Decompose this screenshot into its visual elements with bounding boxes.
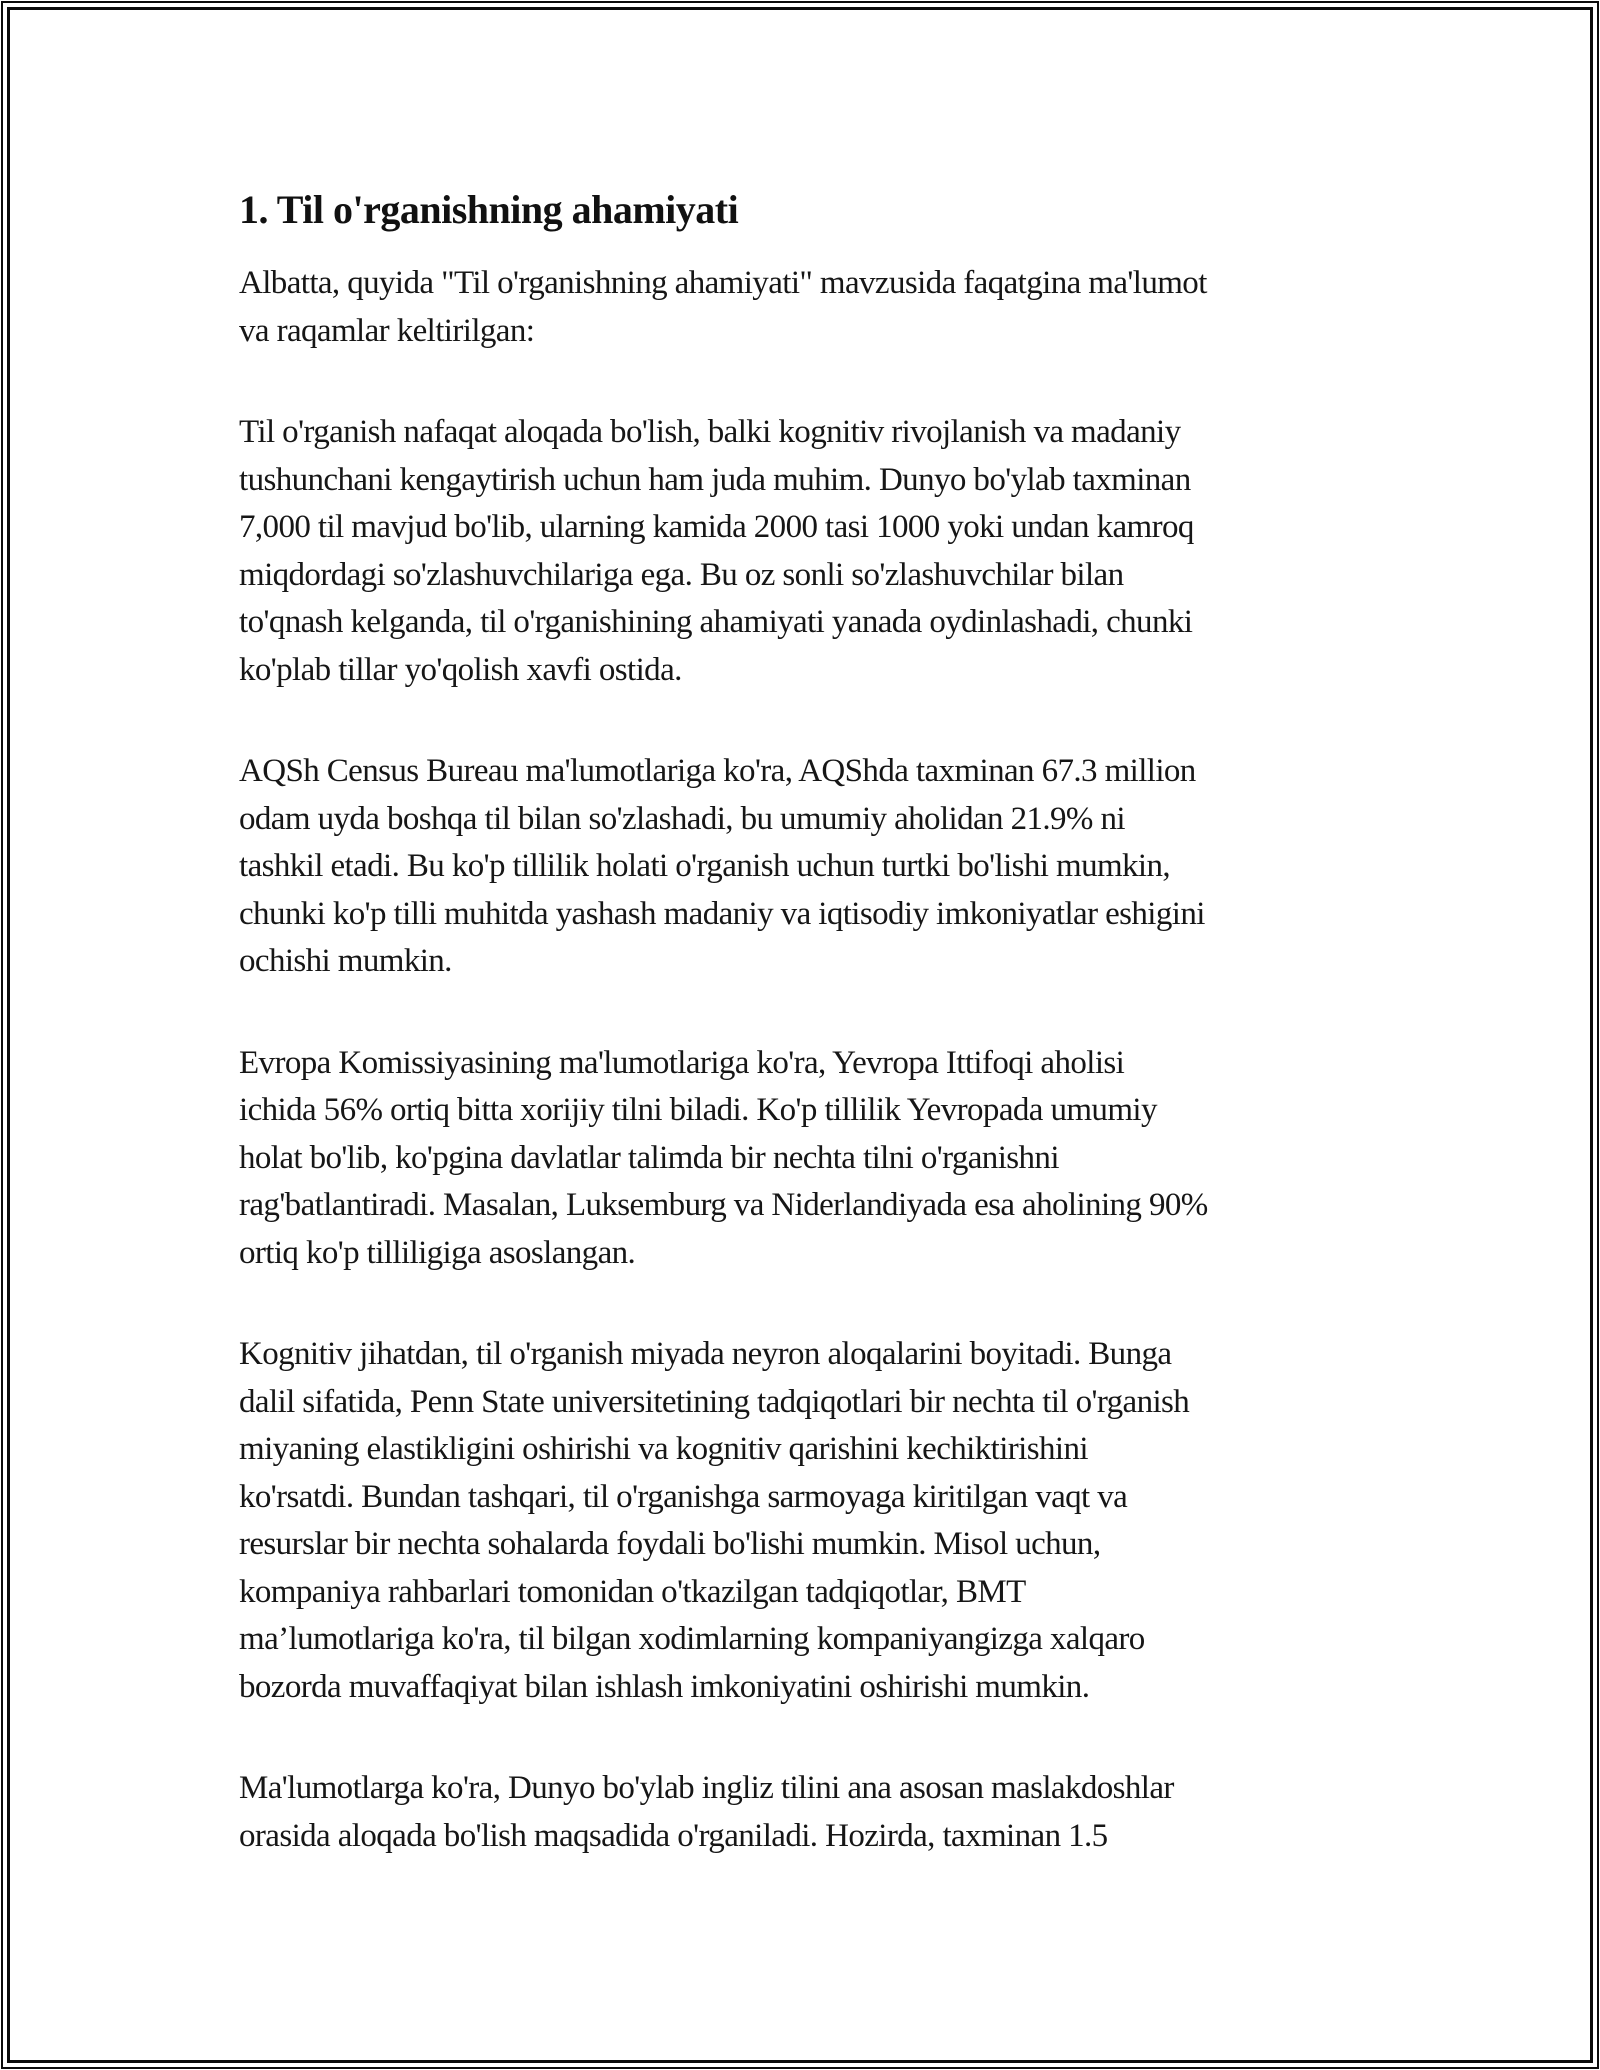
paragraph — [239, 1765, 1449, 1860]
text-line: resurslar bir nechta sohalarda foydali bo'lishi mumkin. Misol uchun, — [239, 1526, 1101, 1562]
paragraph — [239, 409, 1449, 694]
text-line: miyaning elastikligini oshirishi va kognitiv qarishini kechiktirishini — [239, 1431, 1088, 1467]
text-line: ma’lumotlariga ko'ra, til bilgan xodimlarning kompaniyangizga xalqaro — [239, 1621, 1145, 1657]
text-line: to'qnash kelganda, til o'rganishining ahamiyati yanada oydinlashadi, chunki — [239, 604, 1193, 640]
text-line: holat bo'lib, ko'pgina davlatlar talimda bir nechta tilni o'rganishni — [239, 1139, 1059, 1176]
text-line: ortiq ko'p tilliligiga asoslangan. — [239, 1234, 636, 1271]
text-line: rag'batlantiradi. Masalan, Luksemburg va Niderlandiyada esa aholining 90% — [239, 1187, 1208, 1223]
text-line: ko'plab tillar yo'qolish xavfi ostida. — [239, 651, 682, 688]
text-line: va raqamlar keltirilgan: — [239, 312, 535, 349]
text-line: Til o'rganish nafaqat aloqada bo'lish, balki kognitiv rivojlanish va madaniy — [239, 414, 1181, 450]
document-title: 1. Til o'rganishning ahamiyati — [239, 187, 739, 232]
text-line: miqdordagi so'zlashuvchilariga ega. Bu oz sonli so'zlashuvchilar bilan — [239, 556, 1124, 593]
text-line: ichida 56% ortiq bitta xorijiy tilni biladi. Ko'p tillilik Yevropada umumiy — [239, 1092, 1157, 1128]
text-line: tushunchani kengaytirish uchun ham juda muhim. Dunyo bo'ylab taxminan — [239, 461, 1191, 498]
text-line: Evropa Komissiyasining ma'lumotlariga ko'ra, Yevropa Ittifoqi aholisi — [239, 1044, 1125, 1081]
text-line: odam uyda boshqa til bilan so'zlashadi, bu umumiy aholidan 21.9% ni — [239, 800, 1125, 837]
text-line: AQSh Census Bureau ma'lumotlariga ko'ra, AQShda taxminan 67.3 million — [239, 753, 1196, 789]
paragraph — [239, 1040, 1449, 1278]
text-line: chunki ko'p tilli muhitda yashash madaniy va iqtisodiy imkoniyatlar eshigini — [239, 895, 1205, 932]
text-line: dalil sifatida, Penn State universitetining tadqiqotlari bir nechta til o'rganish — [239, 1383, 1190, 1420]
text-line: Ma'lumotlarga ko'ra, Dunyo bo'ylab ingliz tilini ana asosan maslakdoshlar — [239, 1770, 1174, 1806]
paragraph — [239, 748, 1449, 986]
paragraph — [239, 260, 1449, 355]
text-line: Kognitiv jihatdan, til o'rganish miyada neyron aloqalarini boyitadi. Bunga — [239, 1336, 1172, 1372]
text-line: kompaniya rahbarlari tomonidan o'tkazilgan tadqiqotlar, BMT — [239, 1573, 1026, 1610]
text-line: ko'rsatdi. Bundan tashqari, til o'rganishga sarmoyaga kiritilgan vaqt va — [239, 1478, 1128, 1515]
text-line: 7,000 til mavjud bo'lib, ularning kamida 2000 tasi 1000 yoki undan kamroq — [239, 509, 1194, 545]
document-content — [239, 184, 1449, 1860]
text-line: tashkil etadi. Bu ko'p tillilik holati o'rganish uchun turtki bo'lishi mumkin, — [239, 848, 1171, 884]
text-line: Albatta, quyida "Til o'rganishning ahamiyati" mavzusida faqatgina ma'lumot — [239, 265, 1207, 301]
text-line: orasida aloqada bo'lish maqsadida o'rganiladi. Hozirda, taxminan 1.5 — [239, 1817, 1108, 1854]
text-line: ochishi mumkin. — [239, 943, 452, 979]
text-line: bozorda muvaffaqiyat bilan ishlash imkoniyatini oshirishi mumkin. — [239, 1668, 1090, 1705]
paragraph — [239, 1331, 1449, 1711]
